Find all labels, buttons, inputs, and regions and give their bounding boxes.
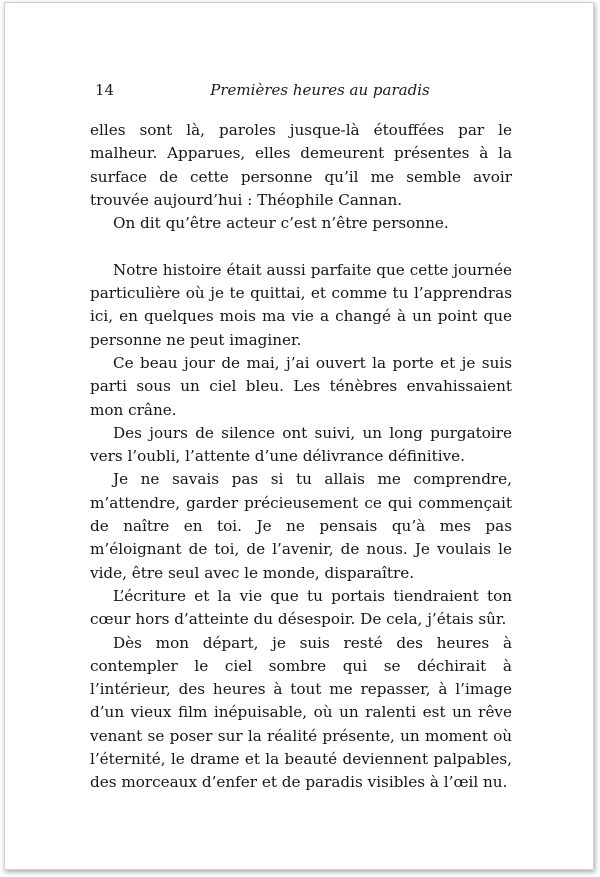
paragraph: Dès mon départ, je suis resté des heures à contempler le ciel sombre qui se déchirait à l’intérieur, des heures à tout me repasser, à l’image d’un vieux film inépuisable, où un ralenti est un rêve venant se poser sur la réalité présente, un moment où l’éternité, le drame et la beauté deviennent palpables, des morceaux d’enfer et de paradis visibles à l’œil nu. bbox=[90, 633, 512, 792]
page-number: 14 bbox=[95, 81, 115, 99]
running-title: Premières heures au paradis bbox=[210, 81, 430, 99]
page-header bbox=[95, 81, 515, 101]
paragraph: Ce beau jour de mai, j’ai ouvert la porte et je suis parti sous un ciel bleu. Les ténèbres envahissaient mon crâne. bbox=[90, 353, 512, 419]
paragraph: Notre histoire était aussi parfaite que cette journée particulière où je te quittai, et comme tu l’apprendras ici, en quelques mois ma vie a changé à un point que personne ne peut imaginer. bbox=[90, 260, 512, 349]
paragraph: Des jours de silence ont suivi, un long purgatoire vers l’oubli, l’attente d’une délivrance définitive. bbox=[90, 423, 512, 466]
body-text bbox=[90, 119, 512, 795]
paragraph: On dit qu’être acteur c’est n’être personne. bbox=[113, 214, 449, 233]
paragraph: L’écriture et la vie que tu portais tiendraient ton cœur hors d’atteinte du désespoir. De cela, j’étais sûr. bbox=[90, 586, 512, 629]
paragraph: elles sont là, paroles jusque-là étouffées par le malheur. Apparues, elles demeurent présentes à la surface de cette personne qu’il me semble avoir trouvée aujourd’hui : Théophile Cannan. bbox=[90, 121, 512, 209]
paragraph: Je ne savais pas si tu allais me comprendre, m’attendre, garder précieusement ce qui commençait de naître en toi. Je ne pensais qu’à mes pas m’éloignant de toi, de l’avenir, de nous. Je voulais le vide, être seul avec le monde, disparaître. bbox=[90, 470, 512, 582]
